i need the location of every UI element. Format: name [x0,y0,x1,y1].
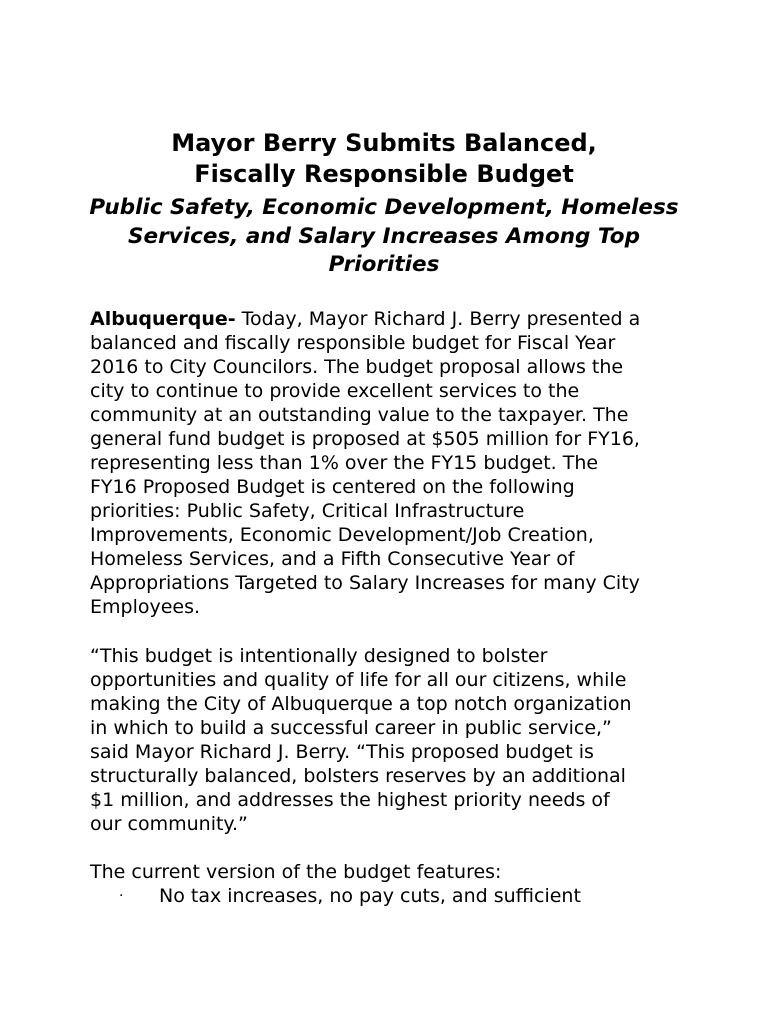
bullet-icon: · [119,888,124,904]
paragraph-intro [90,307,710,619]
document-title [60,128,708,190]
paragraph-quote [90,644,710,836]
paragraph-line: community at an outstanding value to the taxpayer. The [90,404,629,426]
subtitle-line: Priorities [328,252,440,277]
paragraph-line: said Mayor Richard J. Berry. “This proposed budget is [90,741,594,763]
list-item-text: No tax increases, no pay cuts, and sufficient [159,885,581,907]
list-item [90,884,710,908]
paragraph-line: 2016 to City Councilors. The budget proposal allows the [90,356,624,378]
paragraph-line: Employees. [90,596,201,618]
paragraph-line: representing less than 1% over the FY15 budget. The [90,452,599,474]
title-line: Mayor Berry Submits Balanced, [171,129,597,157]
paragraph-line: Improvements, Economic Development/Job Creation, [90,524,594,546]
paragraph-line: $1 million, and addresses the highest priority needs of [90,789,610,811]
paragraph-line: FY16 Proposed Budget is centered on the following [90,476,575,498]
paragraph-line: general fund budget is proposed at $505 million for FY16, [90,428,640,450]
paragraph-line-text: Today, Mayor Richard J. Berry presented a [235,308,641,330]
title-line: Fiscally Responsible Budget [194,160,574,188]
document-subtitle [60,194,708,280]
features-intro-text: The current version of the budget features: [90,861,502,883]
paragraph-line: city to continue to provide excellent services to the [90,380,580,402]
dateline: Albuquerque- [90,308,236,330]
paragraph-line [90,307,710,331]
paragraph-line: priorities: Public Safety, Critical Infrastructure [90,500,525,522]
paragraph-line: “This budget is intentionally designed to bolster [90,645,548,667]
features-list [90,884,710,908]
paragraph-line: balanced and fiscally responsible budget for Fiscal Year [90,332,616,354]
paragraph-line: Appropriations Targeted to Salary Increases for many City [90,572,640,594]
paragraph-line: our community.” [90,813,248,835]
paragraph-line: Homeless Services, and a Fifth Consecutive Year of [90,548,575,570]
paragraph-line: opportunities and quality of life for all our citizens, while [90,669,627,691]
subtitle-line: Services, and Salary Increases Among Top [128,223,640,249]
paragraph-line: making the City of Albuquerque a top notch organization [90,693,632,715]
paragraph-line: in which to build a successful career in public service,” [90,717,612,739]
features-intro [90,860,710,884]
paragraph-line: structurally balanced, bolsters reserves by an additional [90,765,626,787]
subtitle-line: Public Safety, Economic Development, Homeless [89,195,679,220]
